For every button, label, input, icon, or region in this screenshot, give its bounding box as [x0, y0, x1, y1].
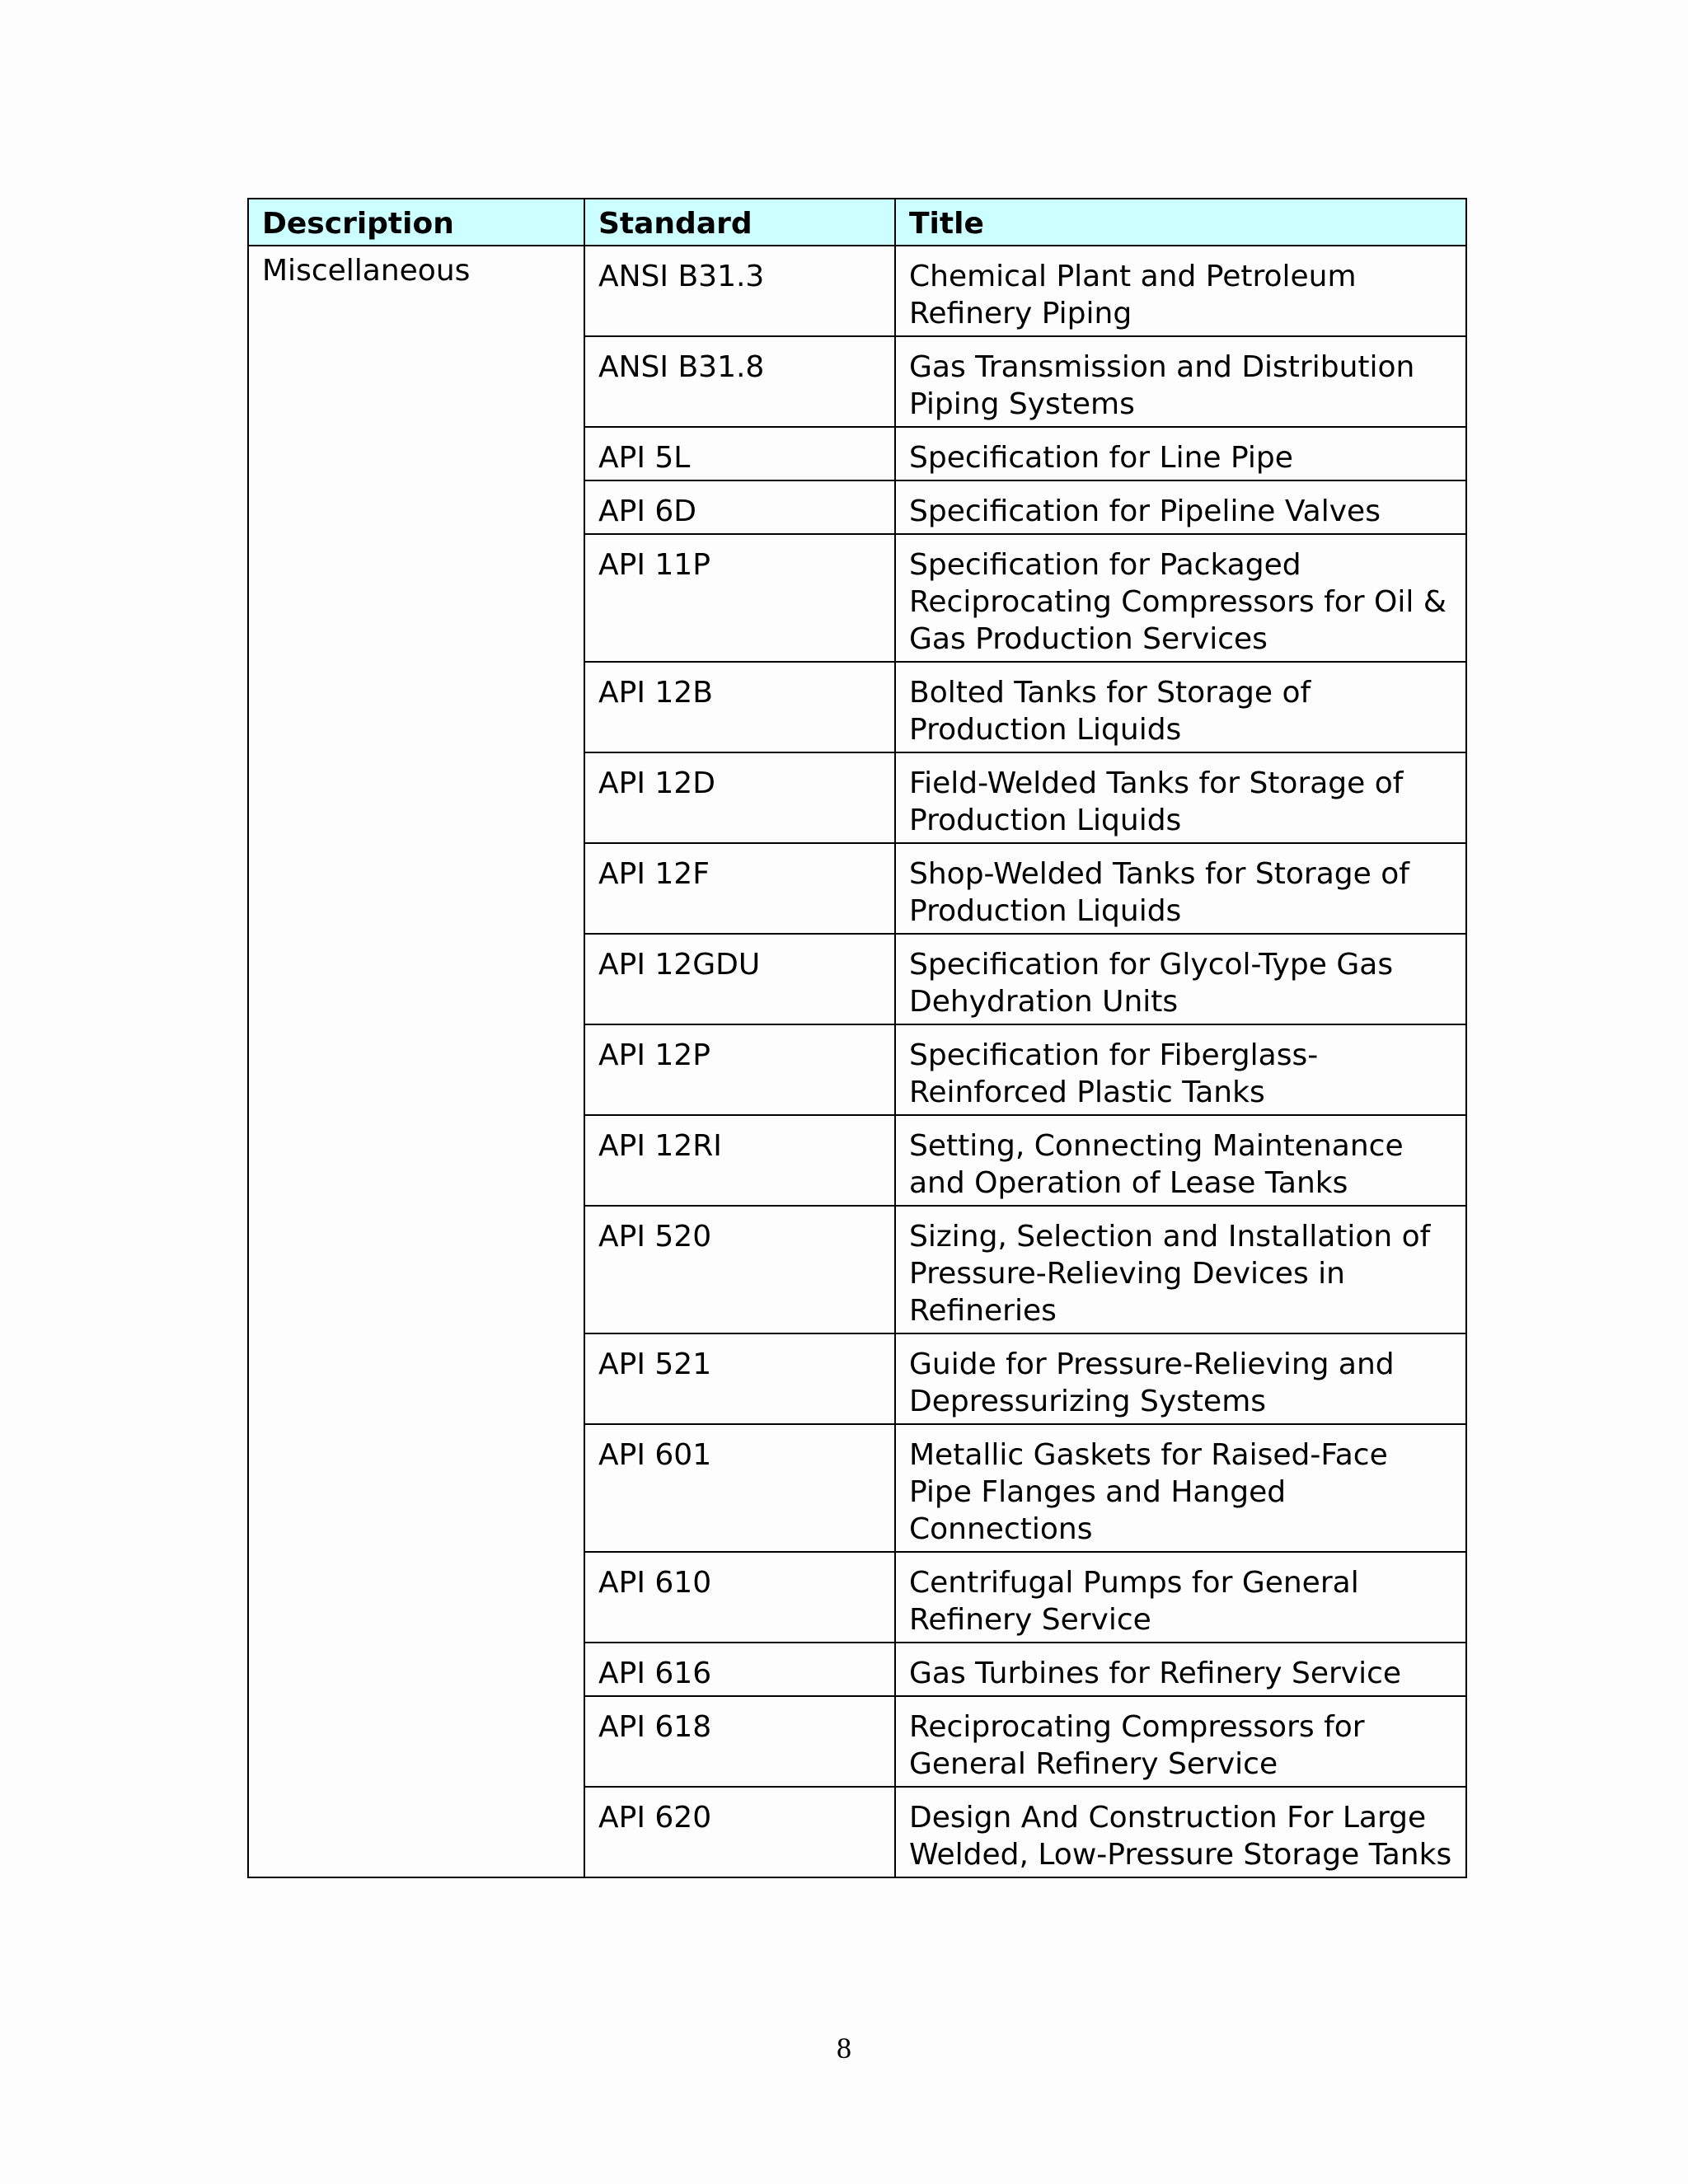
- title-cell: Specification for Line Pipe: [895, 427, 1466, 480]
- title-cell: Field-Welded Tanks for Storage of Production Liquids: [895, 752, 1466, 843]
- standard-cell: API 601: [584, 1424, 895, 1552]
- standards-table: [247, 198, 1467, 1878]
- title-cell: Sizing, Selection and Installation of Pressure-Relieving Devices in Refineries: [895, 1206, 1466, 1333]
- standard-cell: API 11P: [584, 534, 895, 662]
- title-cell: Specification for Packaged Reciprocating Compressors for Oil & Gas Production Services: [895, 534, 1466, 662]
- title-cell: Bolted Tanks for Storage of Production Liquids: [895, 662, 1466, 752]
- header-title: Title: [895, 199, 1466, 246]
- standard-cell: API 6D: [584, 480, 895, 534]
- title-cell: Guide for Pressure-Relieving and Depressurizing Systems: [895, 1333, 1466, 1424]
- title-cell: Centrifugal Pumps for General Refinery Service: [895, 1552, 1466, 1643]
- standard-cell: ANSI B31.8: [584, 336, 895, 427]
- title-cell: Metallic Gaskets for Raised-Face Pipe Flanges and Hanged Connections: [895, 1424, 1466, 1552]
- standard-cell: API 620: [584, 1787, 895, 1877]
- standard-cell: API 12GDU: [584, 934, 895, 1024]
- standard-cell: API 521: [584, 1333, 895, 1424]
- title-cell: Shop-Welded Tanks for Storage of Production Liquids: [895, 843, 1466, 934]
- title-cell: Reciprocating Compressors for General Refinery Service: [895, 1696, 1466, 1787]
- standard-cell: API 12D: [584, 752, 895, 843]
- title-cell: Specification for Fiberglass-Reinforced Plastic Tanks: [895, 1024, 1466, 1115]
- table-header-row: [248, 199, 1466, 246]
- standard-cell: API 520: [584, 1206, 895, 1333]
- title-cell: Setting, Connecting Maintenance and Operation of Lease Tanks: [895, 1115, 1466, 1206]
- standard-cell: API 610: [584, 1552, 895, 1643]
- standard-cell: API 12F: [584, 843, 895, 934]
- table-body: [248, 246, 1466, 1877]
- page-number: 8: [837, 2032, 851, 2064]
- header-description: Description: [248, 199, 584, 246]
- title-cell: Design And Construction For Large Welded, Low-Pressure Storage Tanks: [895, 1787, 1466, 1877]
- standard-cell: API 616: [584, 1643, 895, 1696]
- standard-cell: API 5L: [584, 427, 895, 480]
- title-cell: Gas Turbines for Refinery Service: [895, 1643, 1466, 1696]
- description-cell: Miscellaneous: [248, 246, 584, 1877]
- standard-cell: API 12B: [584, 662, 895, 752]
- standard-cell: ANSI B31.3: [584, 246, 895, 336]
- table-row: [248, 246, 1466, 336]
- title-cell: Specification for Pipeline Valves: [895, 480, 1466, 534]
- standard-cell: API 12RI: [584, 1115, 895, 1206]
- standard-cell: API 618: [584, 1696, 895, 1787]
- title-cell: Gas Transmission and Distribution Piping Systems: [895, 336, 1466, 427]
- header-standard: Standard: [584, 199, 895, 246]
- title-cell: Specification for Glycol-Type Gas Dehydration Units: [895, 934, 1466, 1024]
- standard-cell: API 12P: [584, 1024, 895, 1115]
- title-cell: Chemical Plant and Petroleum Refinery Piping: [895, 246, 1466, 336]
